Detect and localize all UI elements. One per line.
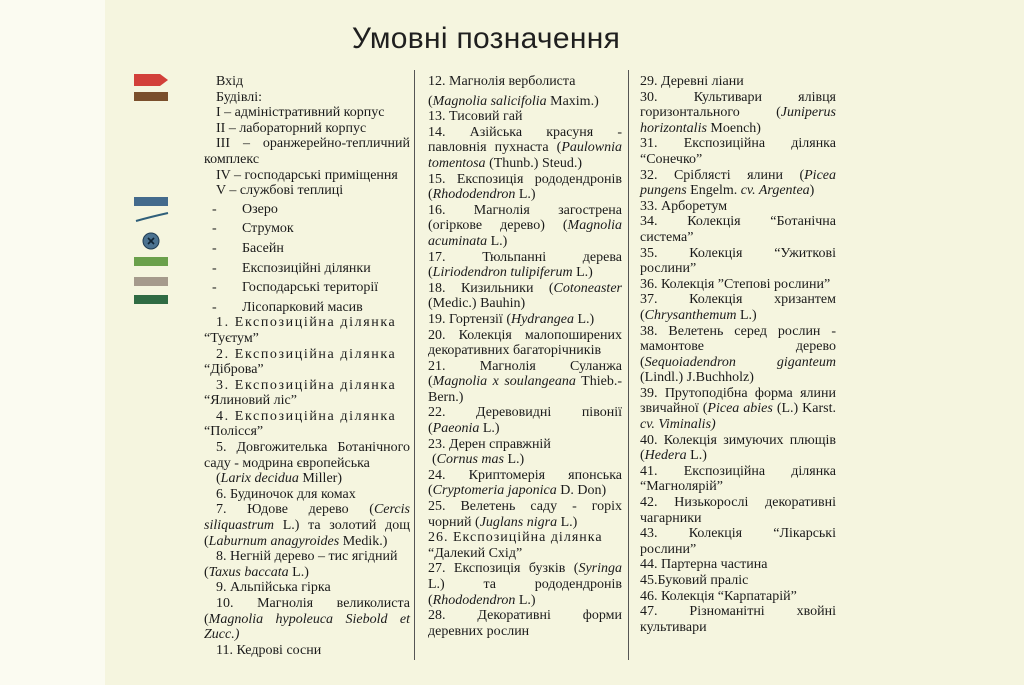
legend-entrance: Вхід: [216, 74, 244, 89]
list-item: 16. Магнолія загострена (огіркове дерево) (Magnolia acuminata L.): [428, 202, 622, 249]
legend-exposition-plots: - Експозиційні ділянки: [212, 260, 371, 276]
buildings-swatch: [134, 92, 168, 101]
list-item: 23. Дерен справжній: [428, 436, 551, 452]
column-divider: [628, 70, 629, 660]
list-item: 20. Колекція малопоширених декоративних багаторічників: [428, 327, 622, 359]
list-item: 1. Експозиційна ділянка “Туєтум”: [204, 315, 397, 346]
stream-icon: [134, 211, 170, 223]
list-item: 21. Магнолія Суланжа (Magnolia x soulangeana Thieb.- Bern.): [428, 358, 622, 405]
legend-column-3: [640, 74, 836, 635]
list-item: 33. Арборетум: [640, 198, 728, 214]
list-item: 42. Низькорослі декоративні чагарники: [640, 495, 836, 526]
list-item: 2. Експозиційна ділянка “Діброва”: [204, 346, 397, 378]
exposition-plots-swatch: [134, 257, 168, 266]
list-item: 45.Буковий праліс: [640, 573, 749, 588]
list-item: 25. Велетень саду - горіх чорний (Juglans nigra L.): [428, 499, 622, 530]
list-item: 5. Довгожителька Ботанічного саду - модрина європейська: [204, 440, 410, 471]
list-item: 27. Експозиція бузків (Syringa L.) та рододендронів (Rhododendron L.): [428, 561, 622, 608]
list-item: 6. Будиночок для комах: [216, 486, 356, 502]
legend-column-1: [204, 74, 410, 658]
list-item: 34. Колекція “Ботанічна система”: [640, 214, 836, 245]
list-item: 41. Експозиційна ділянка “Магнолярій”: [640, 463, 836, 495]
list-item: 22. Дерeвовидні півонії (Paeonia L.): [428, 405, 622, 437]
list-item: 13. Тисовий гай: [428, 109, 523, 125]
building-item: V – службові теплиці: [216, 183, 344, 199]
list-item: 31. Експозиційна ділянка “Сонечко”: [640, 136, 836, 167]
list-item: (Cornus mas L.): [432, 452, 525, 468]
legend-buildings-heading: Будівлі:: [216, 89, 263, 105]
list-item: 43. Колекція “Лікарські рослини”: [640, 526, 836, 557]
list-item: 7. Юдове дерево (Cercis siliquastrum L.) та золотий дощ (Laburnum anagyroides Medik.): [204, 502, 410, 549]
list-item: 12. Магнолія верболиста: [428, 74, 576, 89]
list-item: 32. Сріблясті ялини (Picea pungens Engelm. cv. Argentea): [640, 167, 836, 199]
list-item: 47. Різноманітні хвойні культивари: [640, 604, 836, 635]
list-item: (Magnolia salicifolia Maxim.): [428, 93, 599, 109]
list-item: 15. Експозиція рододендронів (Rhododendron L.): [428, 171, 622, 203]
list-item: 19. Гортензії (Hydrangea L.): [428, 311, 595, 327]
building-item: III – оранжерейно-тепличний комплекс: [204, 136, 410, 167]
list-item: 35. Колекція “Ужиткові рослини”: [640, 245, 836, 277]
legend-stream: - Струмок: [212, 221, 294, 237]
pool-icon: [142, 232, 160, 250]
building-item: IV – господарські приміщення: [216, 167, 398, 183]
list-item: 8. Негній дерево – тис ягідний: [216, 549, 398, 565]
list-item: 17. Тюльпанні дерева (Liriodendron tulipiferum L.): [428, 249, 622, 281]
legend-forest-park: - Лісопарковий масив: [212, 299, 363, 315]
page-title: Умовні позначення: [351, 22, 621, 55]
list-item: 29. Деревні ліани: [640, 74, 744, 89]
list-item: 24. Криптомерія японська (Cryptomeria japonica D. Don): [428, 467, 622, 499]
list-item: (Larix decidua Miller): [216, 471, 342, 487]
list-item: 14. Азійська красуня - павловнія пухнаста (Paulownia tomentosa (Thunb.) Steud.): [428, 124, 622, 171]
list-item: 40. Колекція зимуючих плющів (Hedera L.): [640, 432, 836, 464]
list-item: 39. Прутоподібна форма ялини звичайної (Picea abies (L.) Karst. cv. Viminalis): [640, 385, 836, 433]
legend-lake: - Озеро: [212, 201, 278, 217]
legend-utility-territories: - Господарські території: [212, 280, 379, 296]
utility-territories-swatch: [134, 277, 168, 286]
legend-column-2: [428, 74, 622, 639]
lake-swatch: [134, 197, 168, 206]
building-item: I – адміністративний корпус: [216, 105, 385, 121]
list-item: 46. Колекція “Карпатарій”: [640, 588, 797, 604]
list-item: 10. Магнолія великолиста (Magnolia hypoleuca Siebold et Zucc.): [204, 596, 410, 643]
list-item: 9. Альпійська гірка: [216, 580, 331, 596]
list-item: “Далекий Схід”: [428, 545, 523, 561]
column-divider: [414, 70, 415, 660]
list-item: 28. Декоративні форми деревних рослин: [428, 608, 622, 639]
list-item: 3. Експозиційна ділянка “Ялиновий ліс”: [204, 377, 397, 409]
list-item: (Taxus baccata L.): [204, 564, 309, 580]
forest-park-swatch: [134, 295, 168, 304]
list-item: 11. Кедрові сосни: [216, 642, 322, 658]
list-item: 37. Колекція хризантем (Chrysanthemum L.): [640, 292, 836, 323]
legend-pool: - Басейн: [212, 240, 284, 256]
list-item: 4. Експозиційна ділянка “Полісся”: [204, 408, 397, 440]
entrance-arrow-icon: [134, 74, 168, 86]
list-item: 36. Колекція ”Степові рослини”: [640, 276, 831, 292]
list-item: 26. Експозиційна ділянка: [428, 530, 603, 546]
list-item: 44. Партерна частина: [640, 557, 768, 573]
list-item: 30. Культивари ялівця горизонтального (Juniperus horizontalis Moench): [640, 89, 836, 136]
list-item: 18. Кизильники (Cotoneaster (Medic.) Bauhin): [428, 280, 622, 312]
left-margin-band: [0, 0, 105, 685]
list-item: 38. Велетень серед рослин - мамонтове дерево (Sequoiadendron giganteum (Lindl.) J.Buchholz): [640, 323, 836, 386]
building-item: II – лабораторний корпус: [216, 120, 367, 136]
